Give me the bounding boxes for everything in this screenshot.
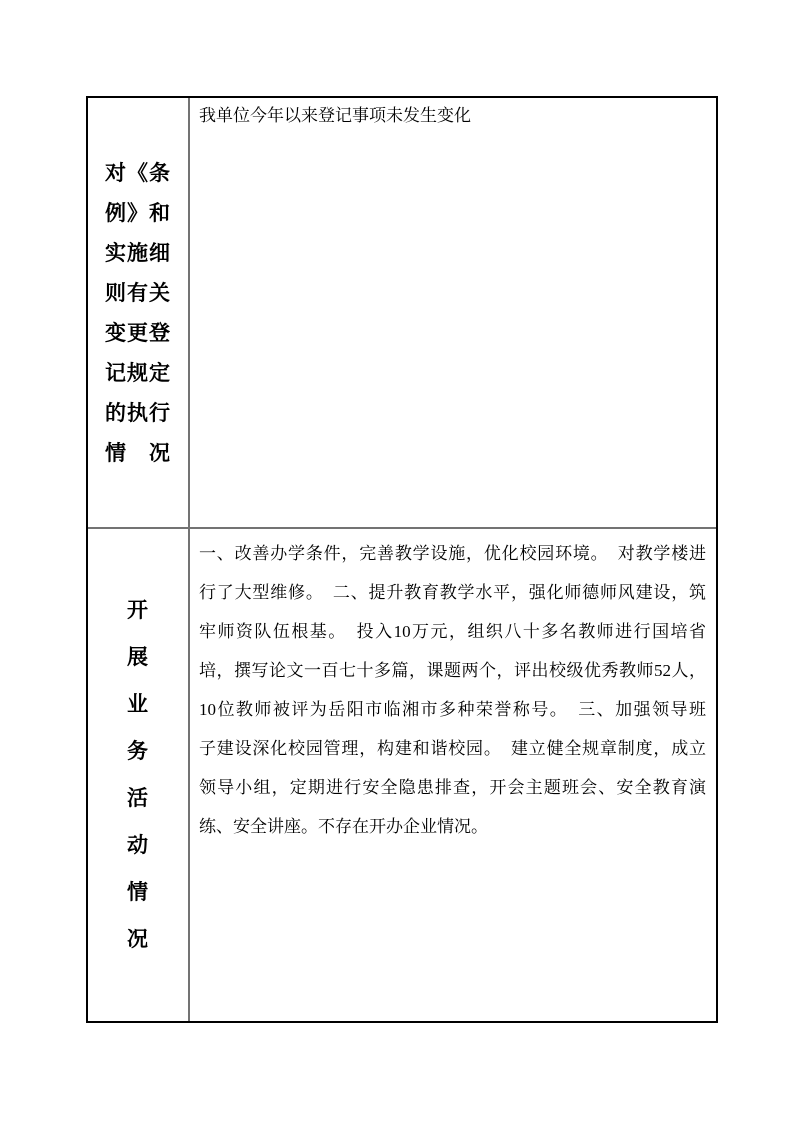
row2-content-line: 子建设深化校园管理，构建和谐校园。 建立健全规章制度，成立 xyxy=(199,739,706,758)
row1-label-line: 则有关 xyxy=(105,280,171,305)
row1-label-line: 情 况 xyxy=(105,440,171,465)
row2-label-char: 情 xyxy=(127,880,149,904)
row1-label-line: 对《条 xyxy=(105,160,171,185)
row2-content-line: 一、改善办学条件，完善教学设施，优化校园环境。 对教学楼进 xyxy=(199,544,706,563)
row2-label-char: 况 xyxy=(127,927,149,951)
row1-content-line: 我单位今年以来登记事项未发生变化 xyxy=(199,106,471,125)
row2-label-char: 展 xyxy=(127,645,149,669)
row2-content-line: 牢师资队伍根基。 投入10万元，组织八十多名教师进行国培省 xyxy=(199,622,706,641)
row1-label-line: 变更登 xyxy=(105,320,171,345)
row2-label-char: 动 xyxy=(127,833,149,857)
row1-label-line: 例》和 xyxy=(105,200,171,225)
row2-content-line: 10位教师被评为岳阳市临湘市多种荣誉称号。 三、加强领导班 xyxy=(199,700,706,719)
registration-form-table xyxy=(86,96,718,1023)
row2-label-char: 开 xyxy=(127,598,149,622)
row2-label-cell xyxy=(88,529,190,1021)
row2-content-cell xyxy=(190,529,716,1021)
row2-label-char: 业 xyxy=(127,692,149,716)
row2-content-line: 行了大型维修。 二、提升教育教学水平，强化师德师风建设，筑 xyxy=(199,583,706,602)
row2-content-line: 培，撰写论文一百七十多篇，课题两个，评出校级优秀教师52人， xyxy=(199,661,706,680)
row1-label-cell xyxy=(88,98,190,529)
row1-label-line: 的执行 xyxy=(105,400,171,425)
row1-label-line: 实施细 xyxy=(105,240,171,265)
row2-label-char: 活 xyxy=(127,786,149,810)
row2-content-line: 领导小组，定期进行安全隐患排查，开会主题班会、安全教育演 xyxy=(199,778,706,797)
row2-content-line: 练、安全讲座。不存在开办企业情况。 xyxy=(199,817,488,836)
row1-content-cell xyxy=(190,98,716,529)
row1-label-line: 记规定 xyxy=(105,360,171,385)
row2-label-char: 务 xyxy=(127,739,149,763)
